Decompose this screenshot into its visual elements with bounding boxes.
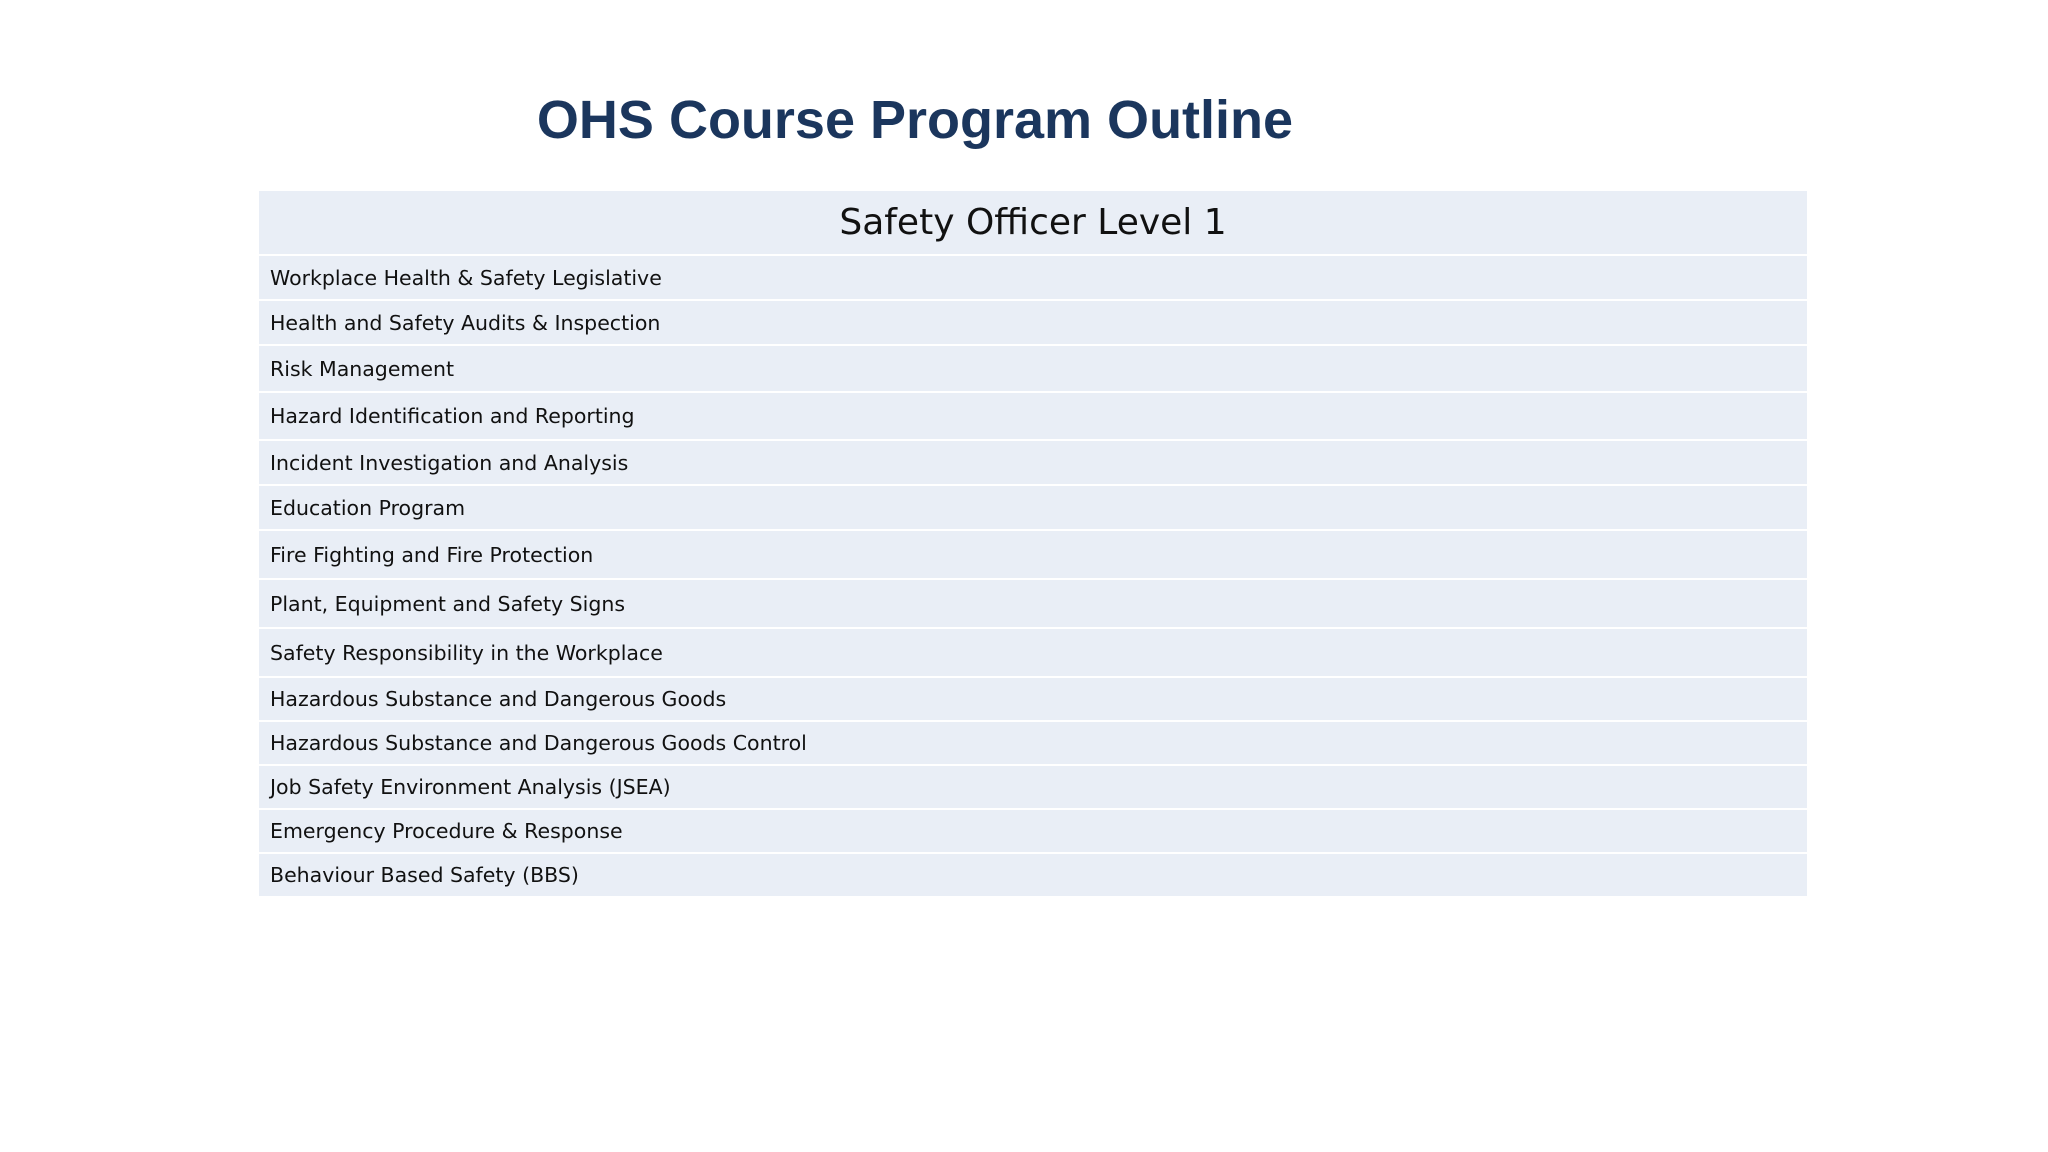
table-row: Job Safety Environment Analysis (JSEA) — [259, 766, 1807, 808]
table-row: Hazardous Substance and Dangerous Goods Control — [259, 722, 1807, 764]
table-row: Incident Investigation and Analysis — [259, 441, 1807, 484]
table-row: Health and Safety Audits & Inspection — [259, 301, 1807, 344]
table-row: Hazard Identification and Reporting — [259, 393, 1807, 439]
table-row: Plant, Equipment and Safety Signs — [259, 580, 1807, 627]
course-outline-table — [259, 191, 1807, 896]
table-row: Hazardous Substance and Dangerous Goods — [259, 678, 1807, 720]
table-header: Safety Officer Level 1 — [259, 191, 1807, 254]
table-row: Behaviour Based Safety (BBS) — [259, 854, 1807, 896]
table-row: Fire Fighting and Fire Protection — [259, 531, 1807, 578]
slide-title: OHS Course Program Outline — [536, 90, 1294, 150]
table-row: Education Program — [259, 486, 1807, 529]
table-row: Safety Responsibility in the Workplace — [259, 629, 1807, 676]
table-row: Emergency Procedure & Response — [259, 810, 1807, 852]
table-row: Workplace Health & Safety Legislative — [259, 256, 1807, 299]
table-row: Risk Management — [259, 346, 1807, 391]
